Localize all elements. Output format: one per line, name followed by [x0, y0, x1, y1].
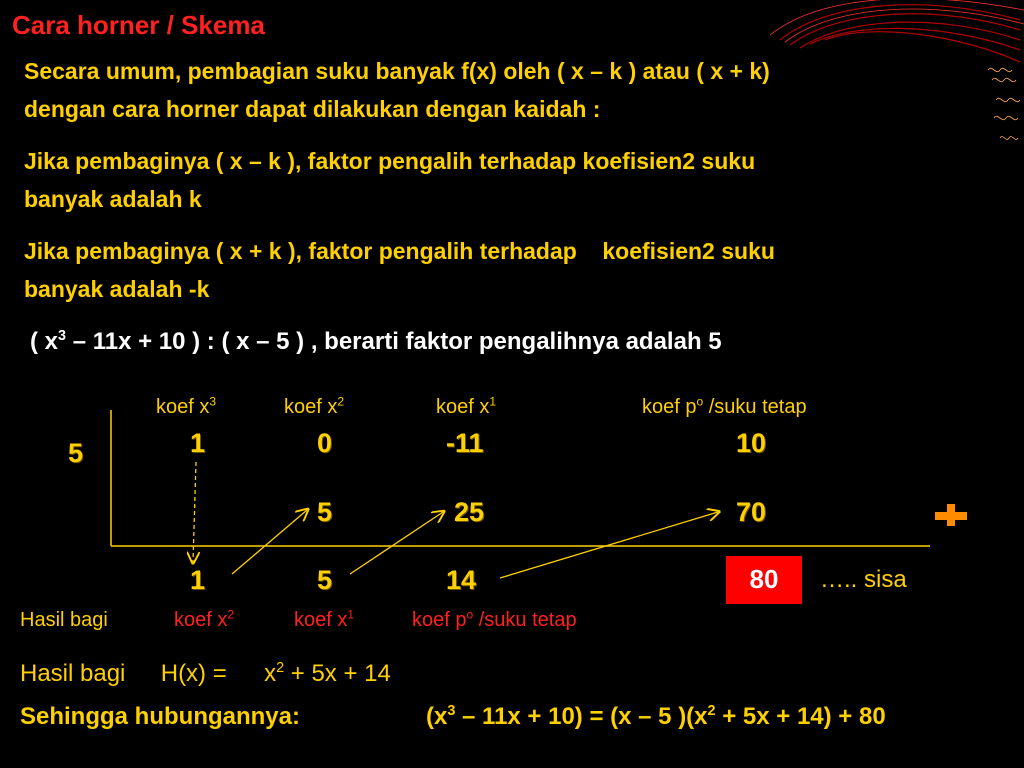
- header-koef-p0: koef $p^o$ /suku tetap: [642, 394, 807, 418]
- product-1: 5: [317, 497, 333, 527]
- rule2-line-2: banyak adalah -k: [24, 276, 210, 302]
- quotient-hx: H(x) =: [160, 660, 227, 687]
- intro-line-2: dengan cara horner dapat dilakukan dengan kaidah :: [24, 96, 601, 122]
- result-2: 5: [317, 565, 333, 595]
- example-statement: ( $x^3 - 11x + 10$ ) : ( x – 5 ) , berarti faktor pengalihnya adalah 5: [30, 328, 722, 355]
- quotient-label: Hasil bagi: [20, 660, 126, 687]
- header-koef-x3: koef $x^3$: [156, 394, 217, 418]
- result-label-p0: koef $p^o$ /suku tetap: [412, 607, 577, 631]
- arrow-1-to-5: [232, 510, 307, 574]
- coef-x2: 0: [317, 428, 333, 458]
- rule1-line-2: banyak adalah k: [24, 186, 202, 212]
- quotient-expression: $x^2 + 5x + 14$: [264, 660, 391, 687]
- page-title: Cara horner / Skema: [12, 10, 265, 40]
- header-koef-x1: koef $x^1$: [436, 394, 497, 418]
- arrow-14-to-70: [500, 512, 718, 578]
- intro-line-1: Secara umum, pembagian suku banyak f(x) oleh ( x – k ) atau ( x + k): [24, 58, 770, 84]
- rule1-line-1: Jika pembaginya ( x – k ), faktor pengalih terhadap koefisien2 suku: [24, 148, 756, 174]
- rule2-line-1: Jika pembaginya ( x + k ), faktor pengalih terhadap koefisien2 suku: [24, 238, 775, 264]
- relation-label: Sehingga hubungannya:: [20, 703, 300, 730]
- result-1: 1: [190, 565, 206, 595]
- product-2: 25: [454, 497, 485, 527]
- result-label-x1: koef $x^1$: [294, 607, 355, 631]
- bring-down-arrow: [193, 462, 196, 562]
- result-label-x2: koef $x^2$: [174, 607, 235, 631]
- result-3: 14: [446, 565, 477, 595]
- quotient-line: [20, 660, 391, 688]
- remainder-box: [726, 556, 802, 604]
- remainder-label: ….. sisa: [820, 566, 907, 593]
- arrow-5-to-25: [350, 512, 443, 574]
- remainder-value: 80: [749, 564, 779, 594]
- product-3: 70: [736, 497, 767, 527]
- coef-constant: 10: [736, 428, 767, 458]
- divisor-value: 5: [68, 438, 84, 468]
- hasil-bagi-label: Hasil bagi: [20, 609, 108, 631]
- header-koef-x2: koef $x^2$: [284, 394, 345, 418]
- coef-x3: 1: [190, 428, 206, 458]
- relation-equation: $(x^3 - 11x + 10) = (x - 5$ )$(x^2 + 5x + 14) + 80$: [426, 703, 886, 730]
- plus-sign-icon: [935, 504, 967, 526]
- coef-x1: -11: [446, 428, 484, 458]
